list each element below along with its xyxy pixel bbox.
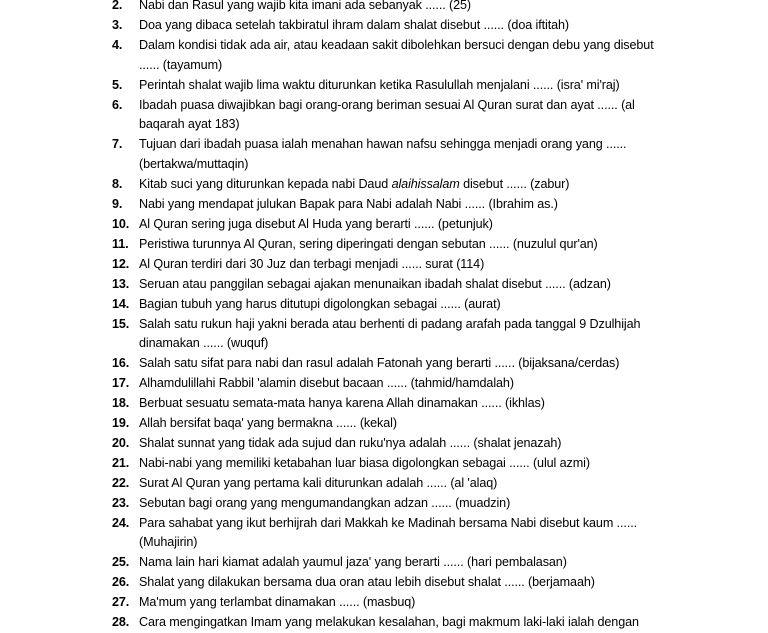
list-item — [0, 593, 661, 613]
item-number: 21. — [112, 455, 130, 470]
item-number: 23. — [112, 495, 130, 510]
item-number: 14. — [112, 296, 130, 311]
list-item — [0, 76, 661, 96]
list-item — [0, 374, 661, 394]
item-number: 7. — [112, 137, 123, 152]
item-text: Dalam kondisi tidak ada air, atau keadaan sakit dibolehkan bersuci dengan debu yang disebut ...... (tayamum) — [139, 37, 654, 72]
item-number: 5. — [112, 77, 123, 92]
list-item — [0, 16, 661, 36]
item-text: Allah bersifat baqa' yang bermakna ...... (kekal) — [139, 416, 397, 431]
item-text: Alhamdulillahi Rabbil 'alamin disebut bacaan ...... (tahmid/hamdalah) — [139, 376, 514, 391]
item-text: Surat Al Quran yang pertama kali diturunkan adalah ...... (al 'alaq) — [139, 475, 498, 490]
item-text: Berbuat sesuatu semata-mata hanya karena Allah dinamakan ...... (ikhlas) — [139, 396, 545, 411]
item-number: 19. — [112, 416, 130, 431]
item-text: Shalat yang dilakukan bersama dua oran atau lebih disebut shalat ...... (berjamaah) — [139, 575, 595, 590]
item-number: 6. — [112, 97, 123, 112]
item-number: 17. — [112, 376, 130, 391]
list-item — [0, 195, 661, 215]
item-text: Shalat sunnat yang tidak ada sujud dan ruku'nya adalah ...... (shalat jenazah) — [139, 435, 562, 450]
list-item — [0, 235, 661, 255]
item-text: Bagian tubuh yang harus ditutupi digolongkan sebagai ...... (aurat) — [139, 296, 501, 311]
item-number: 27. — [112, 595, 130, 610]
item-number: 15. — [112, 316, 130, 331]
item-number: 26. — [112, 575, 130, 590]
item-text: Nama lain hari kiamat adalah yaumul jaza' yang berarti ...... (hari pembalasan) — [139, 555, 567, 570]
item-number: 8. — [112, 177, 123, 192]
list-item — [0, 414, 661, 434]
item-text: Sebutan bagi orang yang mengumandangkan adzan ...... (muadzin) — [139, 495, 511, 510]
item-text-after: disebut ...... (zabur) — [459, 177, 570, 192]
list-item — [0, 255, 661, 275]
list-item — [0, 494, 661, 514]
item-text: Nabi yang mendapat julukan Bapak para Nabi adalah Nabi ...... (Ibrahim as.) — [139, 197, 558, 212]
item-number: 10. — [112, 216, 130, 231]
item-number: 18. — [112, 396, 130, 411]
list-item — [0, 573, 661, 593]
item-text — [139, 175, 661, 195]
list-item — [0, 553, 661, 573]
list-item — [0, 215, 661, 235]
item-number: 9. — [112, 197, 123, 212]
item-text: Peristiwa turunnya Al Quran, sering diperingati dengan sebutan ...... (nuzulul qur'an) — [139, 236, 598, 251]
item-text: Cara mengingatkan Imam yang melakukan kesalahan, bagi makmum laki-laki ialah dengan — [139, 615, 639, 630]
list-item — [0, 434, 661, 454]
list-item — [0, 354, 661, 374]
list-item — [0, 0, 661, 16]
list-item — [0, 315, 661, 355]
list-item — [0, 175, 661, 195]
item-text-before: Kitab suci yang diturunkan kepada nabi Daud — [139, 177, 392, 192]
item-number: 24. — [112, 515, 130, 530]
item-text: Nabi-nabi yang memiliki ketabahan luar biasa digolongkan sebagai ...... (ulul azmi) — [139, 455, 590, 470]
item-number: 12. — [112, 256, 130, 271]
item-number: 16. — [112, 356, 130, 371]
item-text: Nabi dan Rasul yang wajib kita imani ada sebanyak ...... (25) — [139, 0, 472, 12]
item-text: Doa yang dibaca setelah takbiratul ihram dalam shalat disebut ...... (doa iftitah) — [139, 17, 570, 32]
list-item — [0, 474, 661, 494]
item-number: 2. — [112, 0, 123, 12]
item-text: Seruan atau panggilan sebagai ajakan menunaikan ibadah shalat disebut ...... (adzan) — [139, 276, 611, 291]
item-text: Salah satu rukun haji yakni berada atau berhenti di padang arafah pada tanggal 9 Dzulhijah dinamakan ...... (wuquf) — [139, 316, 641, 351]
item-number: 28. — [112, 615, 130, 630]
item-text: Ma'mum yang terlambat dinamakan ...... (masbuq) — [139, 595, 416, 610]
list-item — [0, 275, 661, 295]
item-number: 22. — [112, 475, 130, 490]
item-number: 25. — [112, 555, 130, 570]
item-text: Al Quran sering juga disebut Al Huda yang berarti ...... (petunjuk) — [139, 216, 493, 231]
item-text: Tujuan dari ibadah puasa ialah menahan hawan nafsu sehingga menjadi orang yang ...... (bertakwa/muttaqin) — [139, 137, 627, 172]
list-item — [0, 96, 661, 136]
list-item — [0, 394, 661, 414]
item-number: 11. — [112, 236, 129, 251]
list-item — [0, 613, 661, 633]
item-text-italic: alaihissalam — [391, 177, 460, 192]
item-text: Ibadah puasa diwajibkan bagi orang-orang beriman sesuai Al Quran surat dan ayat ...... (al baqarah ayat 183) — [139, 97, 635, 132]
list-item — [0, 36, 661, 76]
list-item — [0, 295, 661, 315]
item-text: Al Quran terdiri dari 30 Juz dan terbagi menjadi ...... surat (114) — [139, 256, 485, 271]
item-number: 20. — [112, 435, 130, 450]
list-item — [0, 454, 661, 474]
item-text: Salah satu sifat para nabi dan rasul adalah Fatonah yang berarti ...... (bijaksana/cerdas) — [139, 356, 620, 371]
item-text: Para sahabat yang ikut berhijrah dari Makkah ke Madinah bersama Nabi disebut kaum ...... (Muhajirin) — [139, 515, 638, 550]
item-number: 13. — [112, 276, 130, 291]
item-text: Perintah shalat wajib lima waktu diturunkan ketika Rasulullah menjalani ...... (isra' mi'raj) — [139, 77, 620, 92]
item-number: 3. — [112, 17, 123, 32]
list-item — [0, 135, 661, 175]
item-number: 4. — [112, 37, 123, 52]
list-item — [0, 514, 661, 554]
